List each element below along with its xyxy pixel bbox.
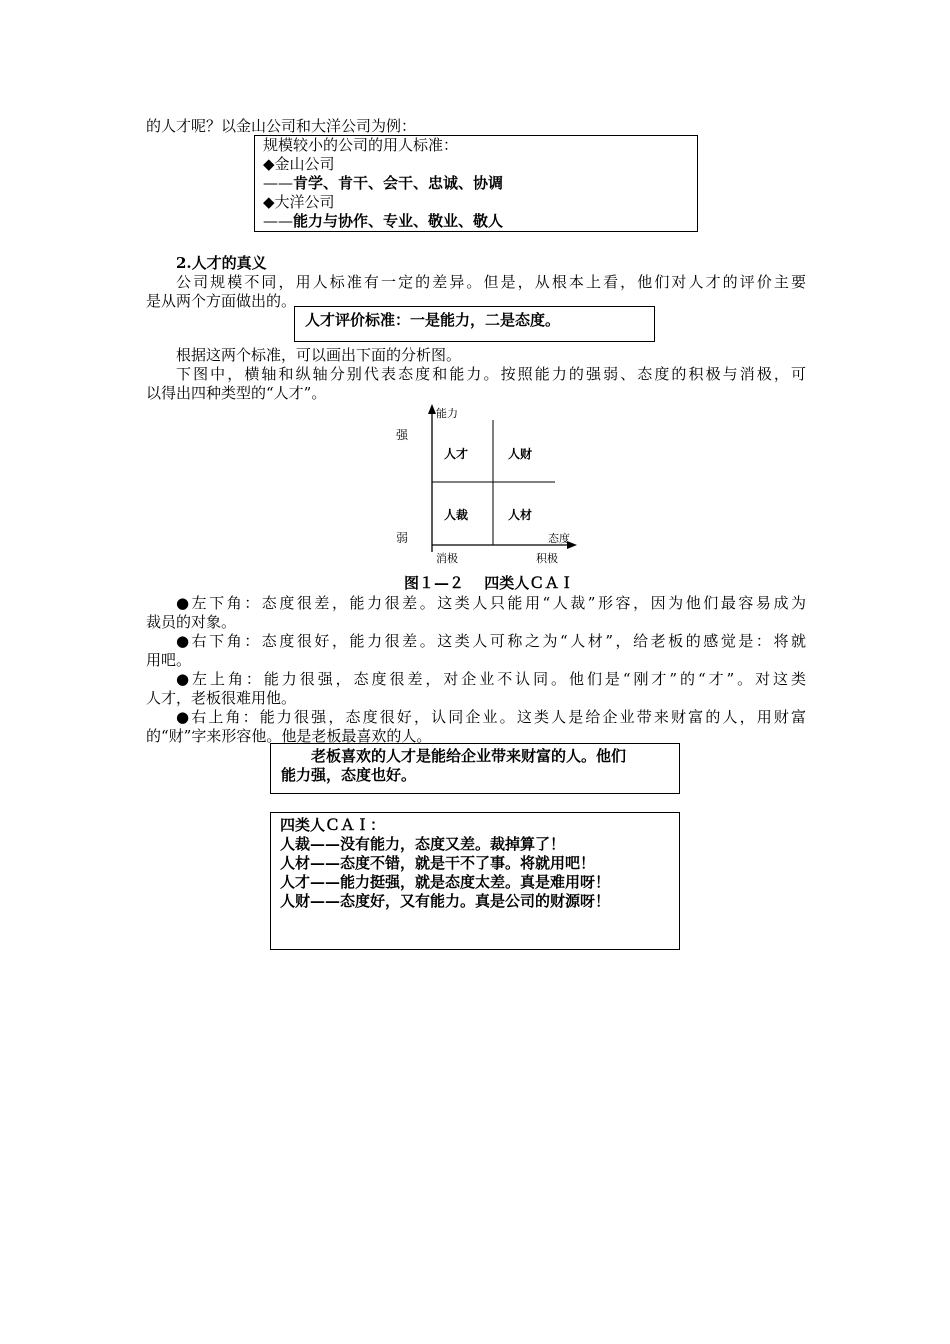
quadrant-diagram [390,402,590,564]
bullet-1-line-1: ●左下角：态度很差，能力很差。这类人只能用“人裁”形容，因为他们最容易成为 [176,594,806,612]
cai-summary-box [270,812,680,950]
figure-caption: 图１—２ 四类人ＣＡＩ [404,574,575,592]
company-jinshan-criteria: 肯学、肯干、会干、忠诚、协调 [293,174,504,192]
boss-preference-box [270,743,680,794]
bullet-4-line-2: 的“财”字来形容他。他是老板最喜欢的人。 [146,727,432,745]
hiring-standards-box [254,135,698,232]
y-high-label: 强 [396,428,409,442]
paragraph-2: 根据这两个标准，可以画出下面的分析图。 [176,346,462,364]
y-low-label: 弱 [396,531,409,545]
bullet-3-line-1: ●左上角：能力很强，态度很差，对企业不认同。他们是“刚才”的“才”。对这类 [176,670,806,688]
dash-prefix: —— [263,174,293,192]
quadrant-top-left: 人才 [444,447,469,461]
cai-line-rencai-wealth: 人财——态度好，又有能力。真是公司的财源呀！ [280,892,611,910]
quadrant-bottom-left: 人裁 [444,508,469,522]
section-heading: 2.人才的真义 [176,254,267,272]
x-high-label: 积极 [536,552,558,565]
intro-line: 的人才呢？以金山公司和大洋公司为例： [146,117,417,135]
company-jinshan-name: ◆金山公司 [263,155,335,173]
standards-heading: 规模较小的公司的用人标准： [263,136,459,154]
company-dayang-name: ◆大洋公司 [263,193,335,211]
bullet-1-line-2: 裁员的对象。 [146,613,237,631]
quadrant-top-right: 人财 [508,447,533,461]
bullet-3-line-2: 人才，老板很难用他。 [146,689,297,707]
boss-box-line-1: 老板喜欢的人才是能给企业带来财富的人。他们 [311,747,627,765]
x-axis-label: 态度 [548,532,570,545]
bullet-2-line-1: ●右下角：态度很好，能力很差。这类人可称之为“人材”，给老板的感觉是：将就 [176,632,806,650]
y-axis-label: 能力 [436,407,458,420]
cai-box-title: 四类人ＣＡＩ： [280,816,386,834]
y-axis-arrow [428,404,436,414]
bullet-2-line-2: 用吧。 [146,651,192,669]
company-dayang-criteria: 能力与协作、专业、敬业、敬人 [293,212,504,230]
paragraph-3-line-1: 下图中，横轴和纵轴分别代表态度和能力。按照能力的强弱、态度的积极与消极，可 [176,365,806,383]
x-low-label: 消极 [436,552,458,565]
cai-line-rencai-material: 人材——态度不错，就是干不了事。将就用吧！ [280,854,596,872]
dash-prefix: —— [263,212,293,230]
evaluation-criteria-box: 人才评价标准：一是能力，二是态度。 [294,306,655,342]
boss-box-line-2: 能力强，态度也好。 [281,766,417,784]
company-jinshan-criteria-line [263,174,689,193]
cai-line-renchai: 人裁——没有能力，态度又差。裁掉算了！ [280,835,566,853]
quadrant-bottom-right: 人材 [508,508,533,522]
paragraph-3-line-2: 以得出四种类型的“人才”。 [146,384,327,402]
paragraph-1-line-1: 公司规模不同，用人标准有一定的差异。但是，从根本上看，他们对人才的评价主要 [176,273,806,291]
cai-line-rencai-talent: 人才——能力挺强，就是态度太差。真是难用呀！ [280,873,611,891]
company-dayang-criteria-line [263,212,689,231]
paragraph-1-line-2: 是从两个方面做出的。 [146,292,297,310]
bullet-4-line-1: ●右上角：能力很强，态度很好，认同企业。这类人是给企业带来财富的人，用财富 [176,708,806,726]
